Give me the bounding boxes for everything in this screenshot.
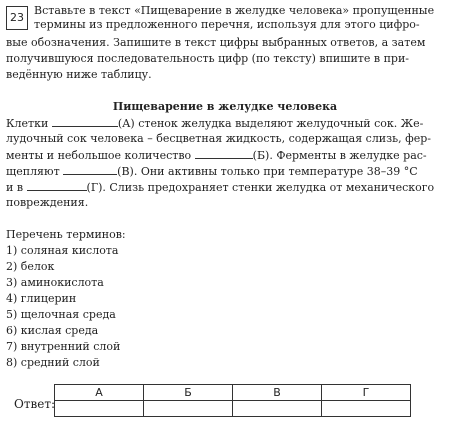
instruction-line-2: термины из предложенного перечня, используя для этого цифро- [34, 18, 420, 31]
term-number: 3) [6, 276, 18, 289]
term-number: 2) [6, 260, 18, 273]
term-item [6, 292, 76, 306]
term-number: 5) [6, 308, 18, 321]
term-label: соляная кислота [20, 244, 119, 257]
term-number: 4) [6, 292, 18, 305]
answer-header-a: А [55, 385, 144, 401]
text-line-5 [6, 180, 434, 195]
term-item [6, 340, 120, 354]
answer-cell-v[interactable] [233, 401, 322, 417]
term-item [6, 276, 104, 290]
instruction-line-1: Вставьте в текст «Пищеварение в желудке человека» пропущенные [34, 4, 435, 17]
term-label: глицерин [20, 292, 77, 305]
question-number: 23 [6, 6, 28, 30]
blank-b[interactable] [195, 148, 253, 159]
term-label: щелочная среда [20, 308, 116, 321]
term-item [6, 356, 100, 370]
text-fragment: (А) стенок желудка выделяют желудочный сок. Же- [117, 117, 424, 130]
term-item [6, 260, 54, 274]
text-line-2: лудочный сок человека – бесцветная жидкость, содержащая слизь, фер- [6, 132, 431, 145]
instruction-line-4: получившуюся последовательность цифр (по тексту) впишите в при- [6, 52, 409, 65]
blank-v[interactable] [63, 164, 117, 175]
text-fragment: щепляют [6, 165, 60, 178]
blank-a[interactable] [52, 116, 118, 127]
answer-input-row [55, 401, 411, 417]
answer-header-g: Г [322, 385, 411, 401]
term-label: белок [20, 260, 55, 273]
term-label: средний слой [20, 356, 100, 369]
blank-g[interactable] [27, 180, 87, 191]
terms-heading: Перечень терминов: [6, 228, 126, 241]
term-number: 1) [6, 244, 18, 257]
text-line-3 [6, 148, 427, 163]
term-number: 6) [6, 324, 18, 337]
answer-label: Ответ: [14, 397, 56, 411]
text-fragment: менты и небольшое количество [6, 149, 192, 162]
term-number: 7) [6, 340, 18, 353]
text-title: Пищеварение в желудке человека [112, 100, 338, 113]
term-label: аминокислота [20, 276, 104, 289]
text-fragment: Клетки [6, 117, 49, 130]
text-line-1 [6, 116, 423, 131]
term-item [6, 324, 98, 338]
answer-header-v: В [233, 385, 322, 401]
term-item [6, 244, 118, 258]
text-fragment: (Г). Слизь предохраняет стенки желудка от механического [86, 181, 435, 194]
answer-header-b: Б [144, 385, 233, 401]
text-line-6: повреждения. [6, 196, 89, 209]
term-label: внутренний слой [20, 340, 121, 353]
answer-header-row [55, 385, 411, 401]
instruction-line-5: ведённую ниже таблицу. [6, 68, 152, 81]
text-fragment: и в [6, 181, 24, 194]
answer-cell-b[interactable] [144, 401, 233, 417]
answer-cell-g[interactable] [322, 401, 411, 417]
term-number: 8) [6, 356, 18, 369]
term-label: кислая среда [20, 324, 99, 337]
text-fragment: (В). Они активны только при температуре 38–39 °С [117, 165, 418, 178]
text-fragment: (Б). Ферменты в желудке рас- [252, 149, 427, 162]
instruction-line-3: вые обозначения. Запишите в текст цифры выбранных ответов, а затем [6, 36, 426, 49]
text-line-4 [6, 164, 418, 179]
answer-cell-a[interactable] [55, 401, 144, 417]
term-item [6, 308, 116, 322]
answer-table [54, 384, 411, 417]
